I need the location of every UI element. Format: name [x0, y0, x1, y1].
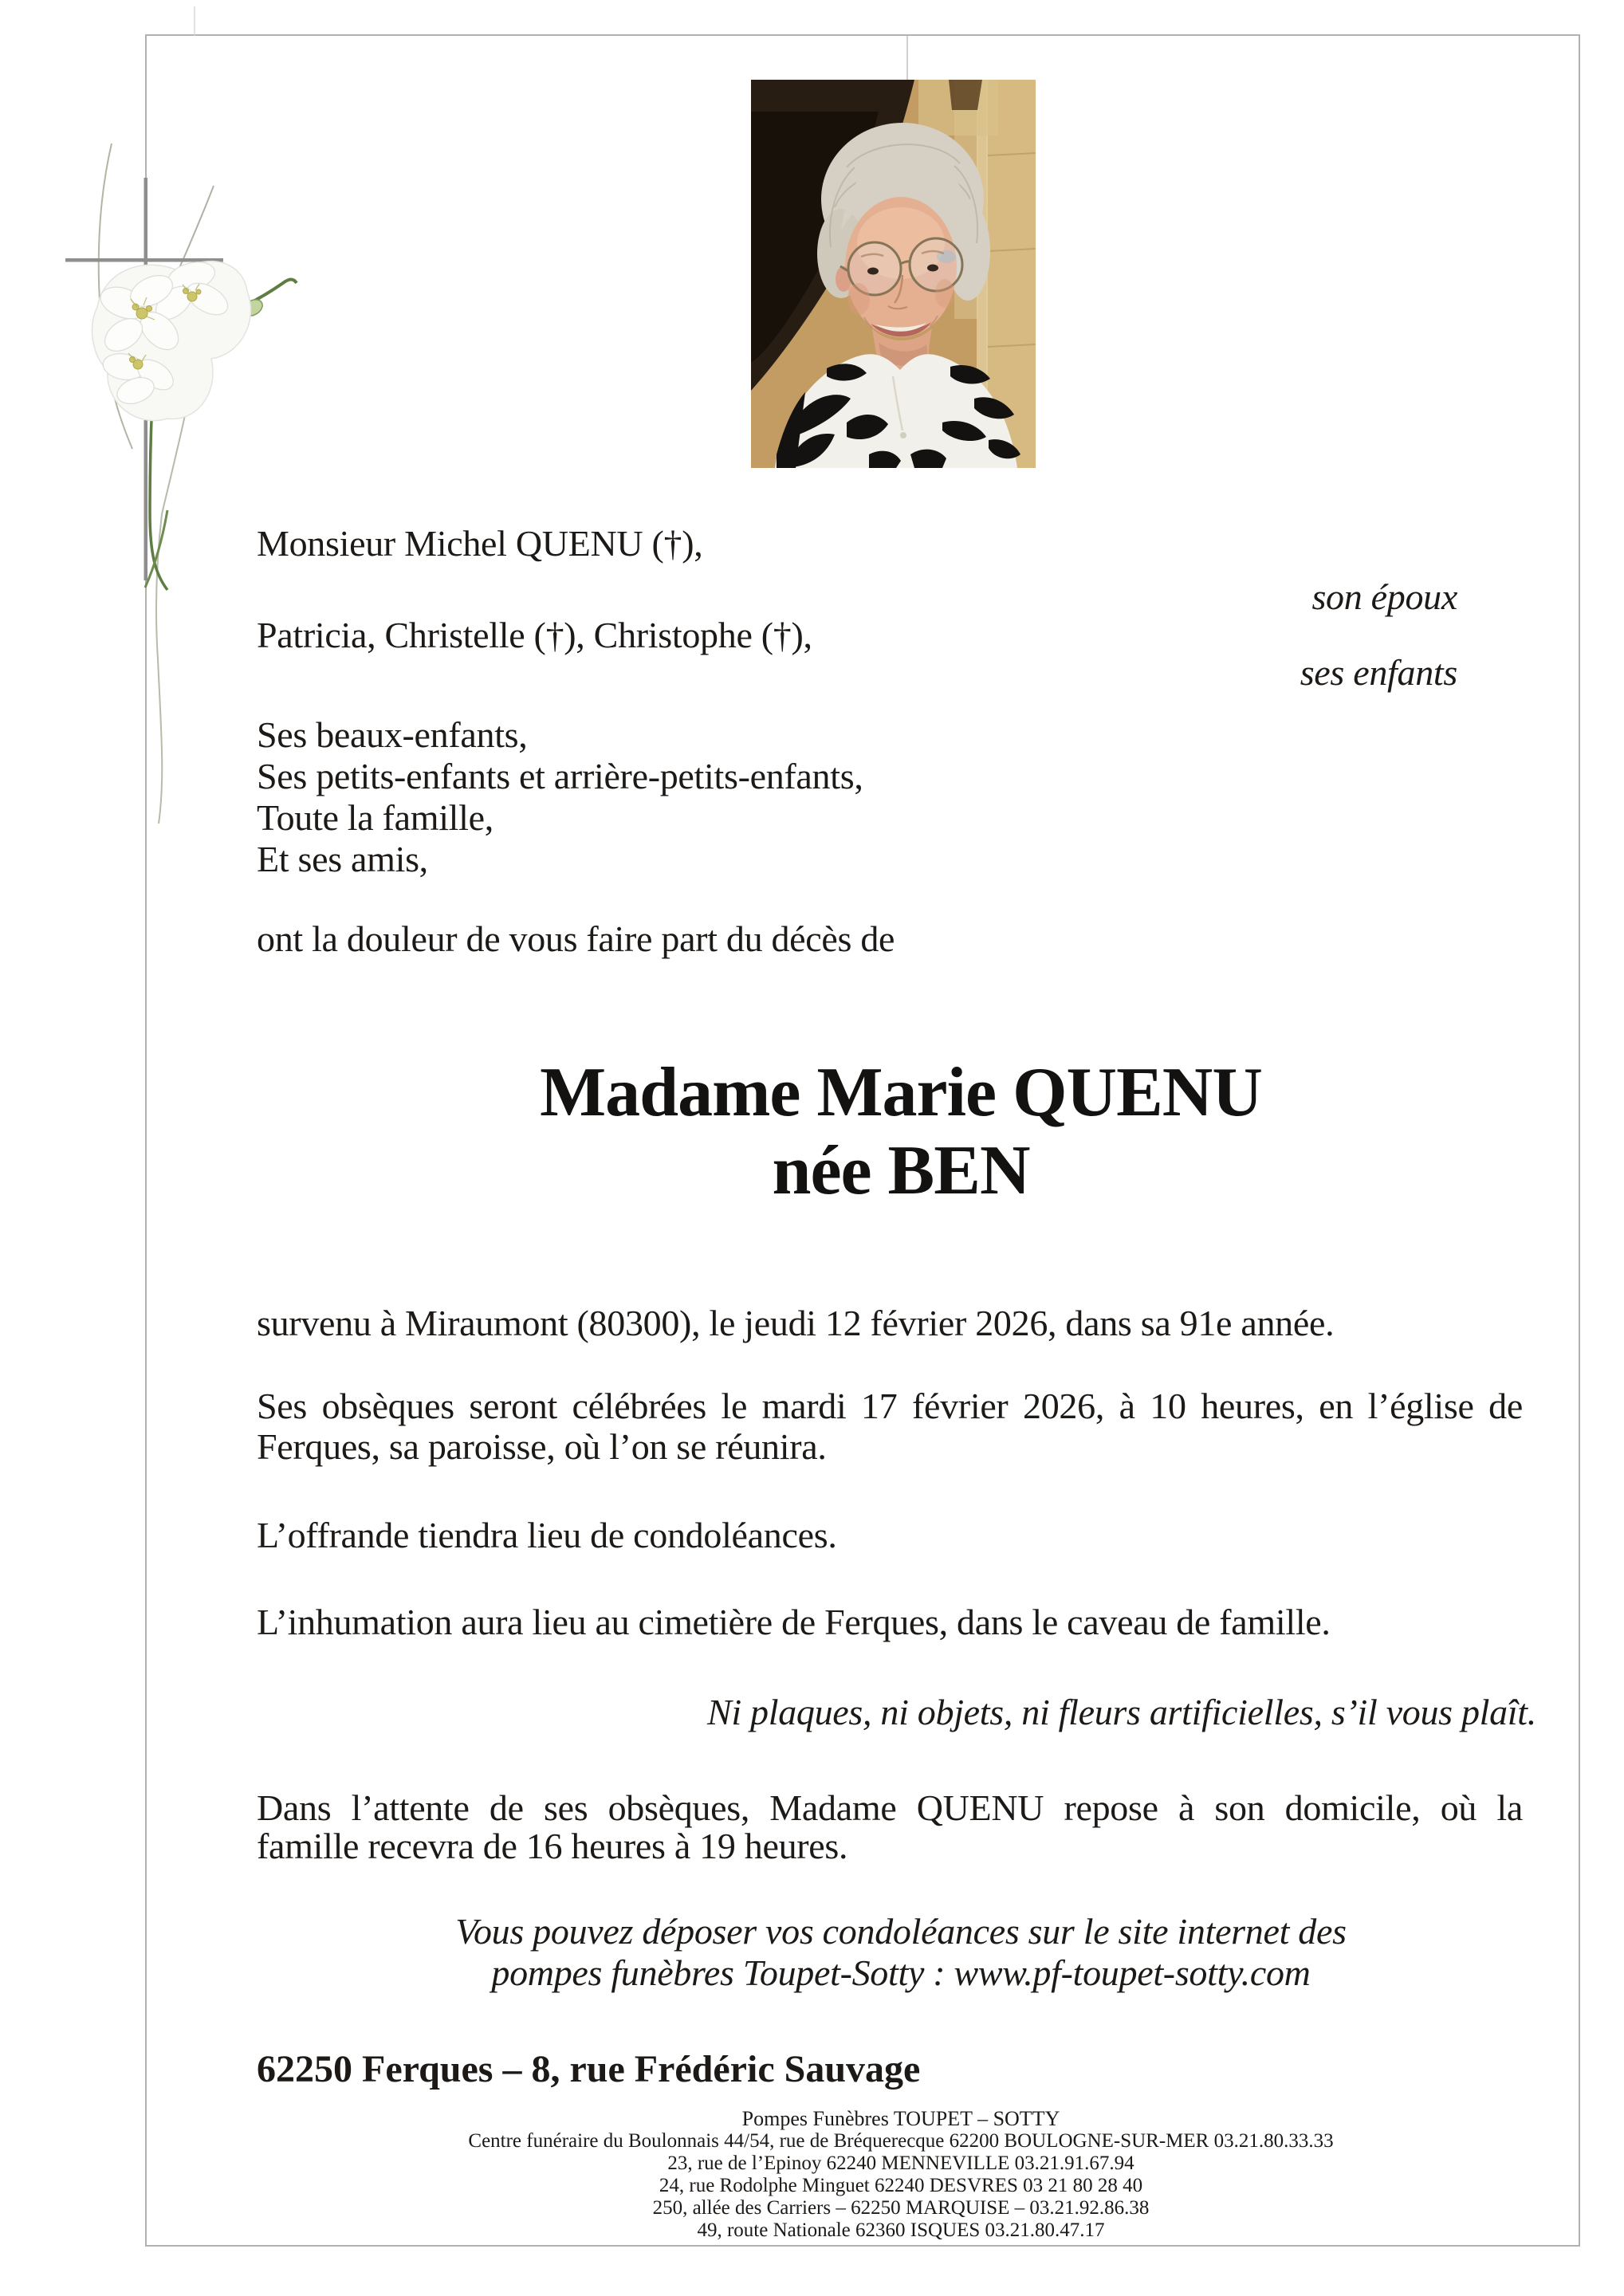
- family-line-husband: Monsieur Michel QUENU (†),: [257, 523, 703, 564]
- funeral-home-branch: 49, route Nationale 62360 ISQUES 03.21.80.47.17: [697, 2219, 1105, 2241]
- funeral-home-branch: 23, rue de l’Epinoy 62240 MENNEVILLE 03.21.91.67.94: [667, 2152, 1134, 2174]
- online-condolences-line-2: pompes funèbres Toupet-Sotty : www.pf-toupet-sotty.com: [491, 1952, 1311, 1993]
- offering-line: L’offrande tiendra lieu de condoléances.: [257, 1515, 837, 1555]
- family-line-grandchildren: Ses petits-enfants et arrière-petits-enfants,: [257, 756, 863, 796]
- scan-crease-mark: [194, 6, 195, 36]
- wake-line-1: Dans l’attente de ses obsèques, Madame QUENU repose à son domicile, où la: [257, 1787, 1523, 1828]
- scan-crease-mark: [906, 36, 908, 81]
- family-line-children: Patricia, Christelle (†), Christophe (†),: [257, 615, 812, 655]
- family-line-whole-family: Toute la famille,: [257, 797, 493, 838]
- portrait-photo: [751, 80, 1036, 468]
- deceased-maiden-name: née BEN: [772, 1132, 1030, 1209]
- funeral-home-footer: [257, 2108, 1545, 2242]
- funeral-home-branch: 24, rue Rodolphe Minguet 62240 DESVRES 03 21 80 28 40: [659, 2175, 1143, 2196]
- funeral-home-local-address: 62250 Ferques – 8, rue Frédéric Sauvage: [257, 2048, 921, 2090]
- burial-line: L’inhumation aura lieu au cimetière de Ferques, dans le caveau de famille.: [257, 1602, 1331, 1642]
- online-condolences-line-1: Vous pouvez déposer vos condoléances sur le site internet des: [455, 1911, 1347, 1952]
- announcement-intro: ont la douleur de vous faire part du décès de: [257, 918, 895, 959]
- no-flowers-request: Ni plaques, ni objets, ni fleurs artificielles, s’il vous plaît.: [706, 1692, 1536, 1732]
- family-line-friends: Et ses amis,: [257, 839, 428, 879]
- relation-label-spouse: son époux: [1311, 576, 1457, 617]
- ceremony-line-1: Ses obsèques seront célébrées le mardi 17 février 2026, à 10 heures, en l’église de: [257, 1386, 1523, 1426]
- wake-line-2: famille recevra de 16 heures à 19 heures.: [257, 1826, 848, 1866]
- deceased-name-title: [257, 1054, 1545, 1210]
- family-line-stepchildren: Ses beaux-enfants,: [257, 714, 528, 755]
- deceased-name: Madame Marie QUENU: [540, 1054, 1262, 1131]
- funeral-home-company-name: Pompes Funèbres TOUPET – SOTTY: [741, 2107, 1060, 2130]
- ceremony-line-2: Ferques, sa paroisse, où l’on se réunira.: [257, 1426, 827, 1467]
- relation-label-children: ses enfants: [1300, 652, 1457, 693]
- funeral-home-branch: 250, allée des Carriers – 62250 MARQUISE – 03.21.92.86.38: [652, 2197, 1150, 2219]
- funeral-home-branch: Centre funéraire du Boulonnais 44/54, rue de Bréquerecque 62200 BOULOGNE-SUR-MER 03.21.80.33.33: [468, 2130, 1334, 2152]
- death-details-line: survenu à Miraumont (80300), le jeudi 12 février 2026, dans sa 91e année.: [257, 1303, 1335, 1343]
